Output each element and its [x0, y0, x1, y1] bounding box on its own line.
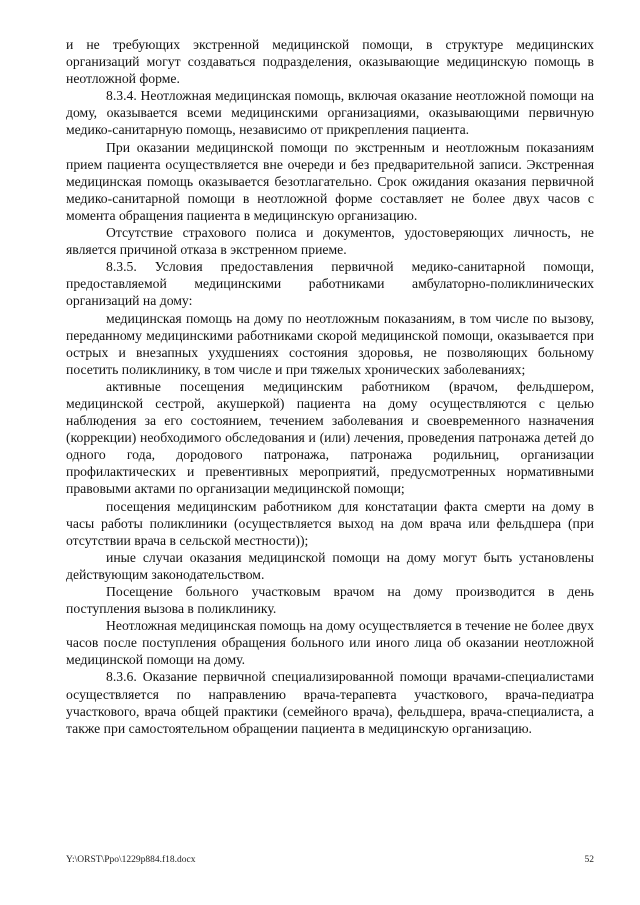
paragraph-8-3-6: 8.3.6. Оказание первичной специализированной помощи врачами-специалистами осуществляется по направлению врача-терапевта участкового, врача-педиатра участкового, врача общей практики (семейного врача), фельдшера, врача-специалиста, а также при самостоятельном обращении пациента в медицинскую организацию.	[66, 669, 594, 736]
paragraph-home-urgent-care: медицинская помощь на дому по неотложным показаниям, в том числе по вызову, переданному медицинскими работниками скорой медицинской помощи, оказывается при острых и внезапных ухудшениях состояния здоровья, не позволяющих больному посетить поликлинику, в том числе и при тяжелых хронических заболеваниях;	[66, 310, 594, 377]
paragraph-8-3-5: 8.3.5. Условия предоставления первичной медико-санитарной помощи, предоставляемой медицинскими работниками амбулаторно-поликлинических организаций на дому:	[66, 259, 594, 309]
paragraph-other-cases: иные случаи оказания медицинской помощи на дому могут быть установлены действующим законодательством.	[66, 549, 594, 582]
page-number: 52	[584, 855, 594, 865]
paragraph-active-visits: активные посещения медицинским работником (врачом, фельдшером, медицинской сестрой, акушеркой) пациента на дому осуществляются с целью наблюдения за его состоянием, течением заболевания и своевременного назначения (коррекции) необходимого обследования и (или) лечения, проведения патронажа детей до одного года, дородового патронажа, патронажа родильниц, организации профилактических и превентивных мероприятий, предусмотренных нормативными правовыми актами по организации медицинской помощи;	[66, 378, 594, 497]
paragraph-8-3-4: 8.3.4. Неотложная медицинская помощь, включая оказание неотложной помощи на дому, оказывается всеми медицинскими организациями, оказывающими первичную медико-санитарную помощь, независимо от прикрепления пациента.	[66, 88, 594, 138]
paragraph-continuation: и не требующих экстренной медицинской помощи, в структуре медицинских организаций могут создаваться подразделения, оказывающие медицинскую помощь в неотложной форме.	[66, 37, 594, 87]
paragraph-district-doctor-visit: Посещение больного участковым врачом на дому производится в день поступления вызова в поликлинику.	[66, 584, 594, 617]
paragraph-emergency-admission: При оказании медицинской помощи по экстренным и неотложным показаниям прием пациента осуществляется вне очереди и без предварительной записи. Экстренная медицинская помощь оказывается безотлагательно. Срок ожидания оказания первичной медико-санитарной помощи в неотложной форме составляет не более двух часов с момента обращения пациента в медицинскую организацию.	[66, 139, 594, 223]
footer-file-path: Y:\ORST\Ppo\1229p884.f18.docx	[66, 855, 196, 865]
document-body	[66, 36, 594, 737]
paragraph-home-urgent-timing: Неотложная медицинская помощь на дому осуществляется в течение не более двух часов после поступления обращения больного или иного лица об оказании неотложной медицинской помощи на дому.	[66, 618, 594, 668]
paragraph-no-insurance: Отсутствие страхового полиса и документов, удостоверяющих личность, не является причиной отказа в экстренном приеме.	[66, 225, 594, 258]
paragraph-death-certification: посещения медицинским работником для констатации факта смерти на дому в часы работы поликлиники (осуществляется выход на дом врача или фельдшера (при отсутствии врача в сельской местности));	[66, 498, 594, 548]
